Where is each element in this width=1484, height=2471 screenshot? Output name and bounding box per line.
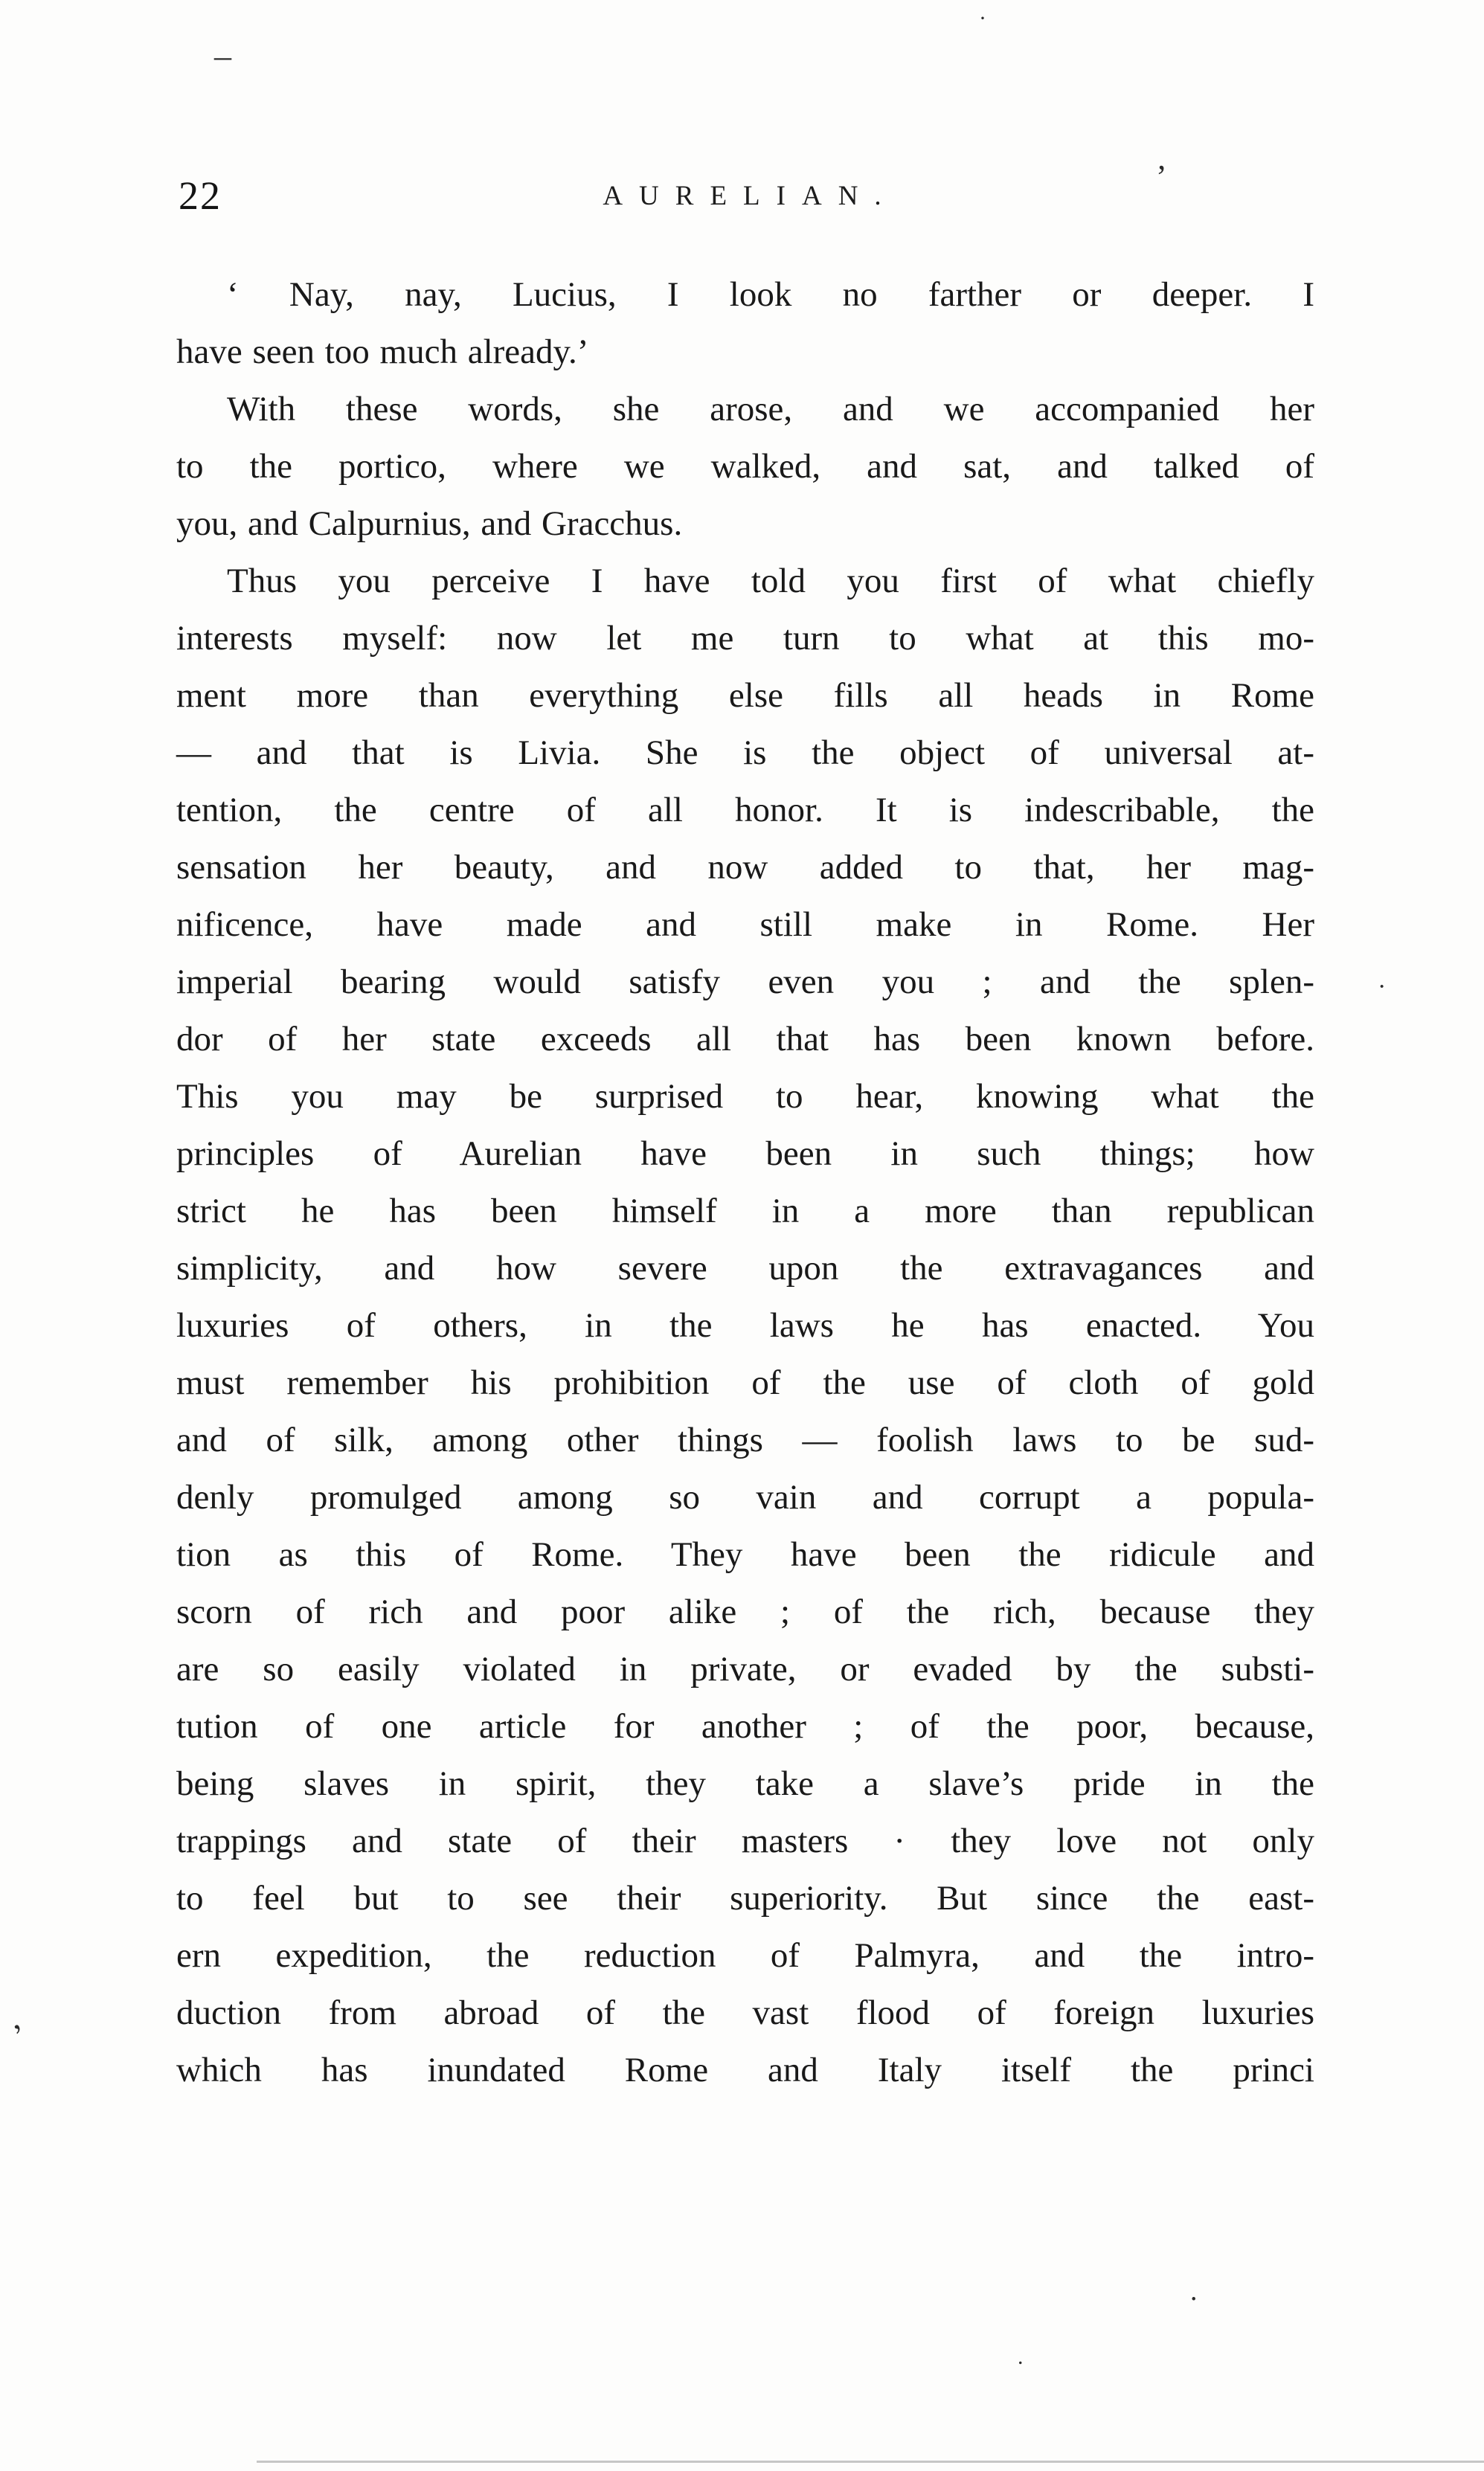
text-line: luxuries of others, in the laws he has enacted. You [176, 1306, 1314, 1345]
text-line: being slaves in spirit, they take a slave’s pride in the [176, 1764, 1314, 1803]
scan-speck: . [1190, 2275, 1198, 2307]
text-line: This you may be surprised to hear, knowing what the [176, 1077, 1314, 1116]
text-line: ‘ Nay, nay, Lucius, I look no farther or deeper. I [227, 275, 1314, 314]
text-line: interests myself: now let me turn to what at this mo- [176, 619, 1314, 658]
scan-speck: ’ [1156, 158, 1167, 195]
text-line: have seen too much already.’ [176, 332, 589, 371]
paragraph [176, 381, 1314, 553]
text-line: must remember his prohibition of the use of cloth of gold [176, 1363, 1314, 1402]
text-line: imperial bearing would satisfy even you ; and the splen- [176, 963, 1314, 1001]
text-line: strict he has been himself in a more than republican [176, 1192, 1314, 1230]
text-line: which has inundated Rome and Italy itself the princi [176, 2051, 1314, 2089]
text-line: dor of her state exceeds all that has been known before. [176, 1020, 1314, 1058]
text-line: duction from abroad of the vast flood of foreign luxuries [176, 1993, 1314, 2032]
text-line: trappings and state of their masters · they love not only [176, 1822, 1314, 1860]
text-line: With these words, she arose, and we accompanied her [227, 390, 1314, 428]
text-line: simplicity, and how severe upon the extravagances and [176, 1249, 1314, 1288]
page-number: 22 [179, 173, 222, 218]
paragraph [176, 553, 1314, 2099]
text-line: ment more than everything else fills all heads in Rome [176, 676, 1314, 715]
scan-speck: · [979, 6, 986, 30]
text-line: ern expedition, the reduction of Palmyra, and the intro- [176, 1936, 1314, 1975]
paragraph [176, 266, 1314, 381]
scan-speck: · [1378, 973, 1387, 1000]
text-line: sensation her beauty, and now added to that, her mag- [176, 848, 1314, 887]
text-line: and of silk, among other things — foolish laws to be sud- [176, 1421, 1314, 1459]
text-line: tention, the centre of all honor. It is indescribable, the [176, 791, 1314, 829]
text-line: denly promulged among so vain and corrupt a popula- [176, 1478, 1314, 1517]
page-header [179, 173, 1305, 225]
text-line: — and that is Livia. She is the object of universal at- [176, 733, 1314, 772]
running-title: AURELIAN. [603, 181, 898, 211]
page-text [176, 266, 1314, 2099]
scan-speck: , [1, 1999, 25, 2037]
text-line: nificence, have made and still make in Rome. Her [176, 905, 1314, 944]
text-line: you, and Calpurnius, and Gracchus. [176, 504, 683, 543]
scan-speck: – [214, 36, 231, 74]
scan-speck: . [1018, 2345, 1024, 2369]
scan-edge-line [257, 2461, 1484, 2463]
text-line: tution of one article for another ; of the poor, because, [176, 1707, 1314, 1746]
text-line: to feel but to see their superiority. But since the east- [176, 1879, 1314, 1918]
text-line: principles of Aurelian have been in such things; how [176, 1134, 1314, 1173]
text-line: to the portico, where we walked, and sat, and talked of [176, 447, 1314, 486]
text-line: Thus you perceive I have told you first of what chiefly [227, 562, 1314, 600]
text-line: scorn of rich and poor alike ; of the rich, because they [176, 1593, 1314, 1631]
text-line: tion as this of Rome. They have been the ridicule and [176, 1535, 1314, 1574]
text-line: are so easily violated in private, or evaded by the substi- [176, 1650, 1314, 1688]
